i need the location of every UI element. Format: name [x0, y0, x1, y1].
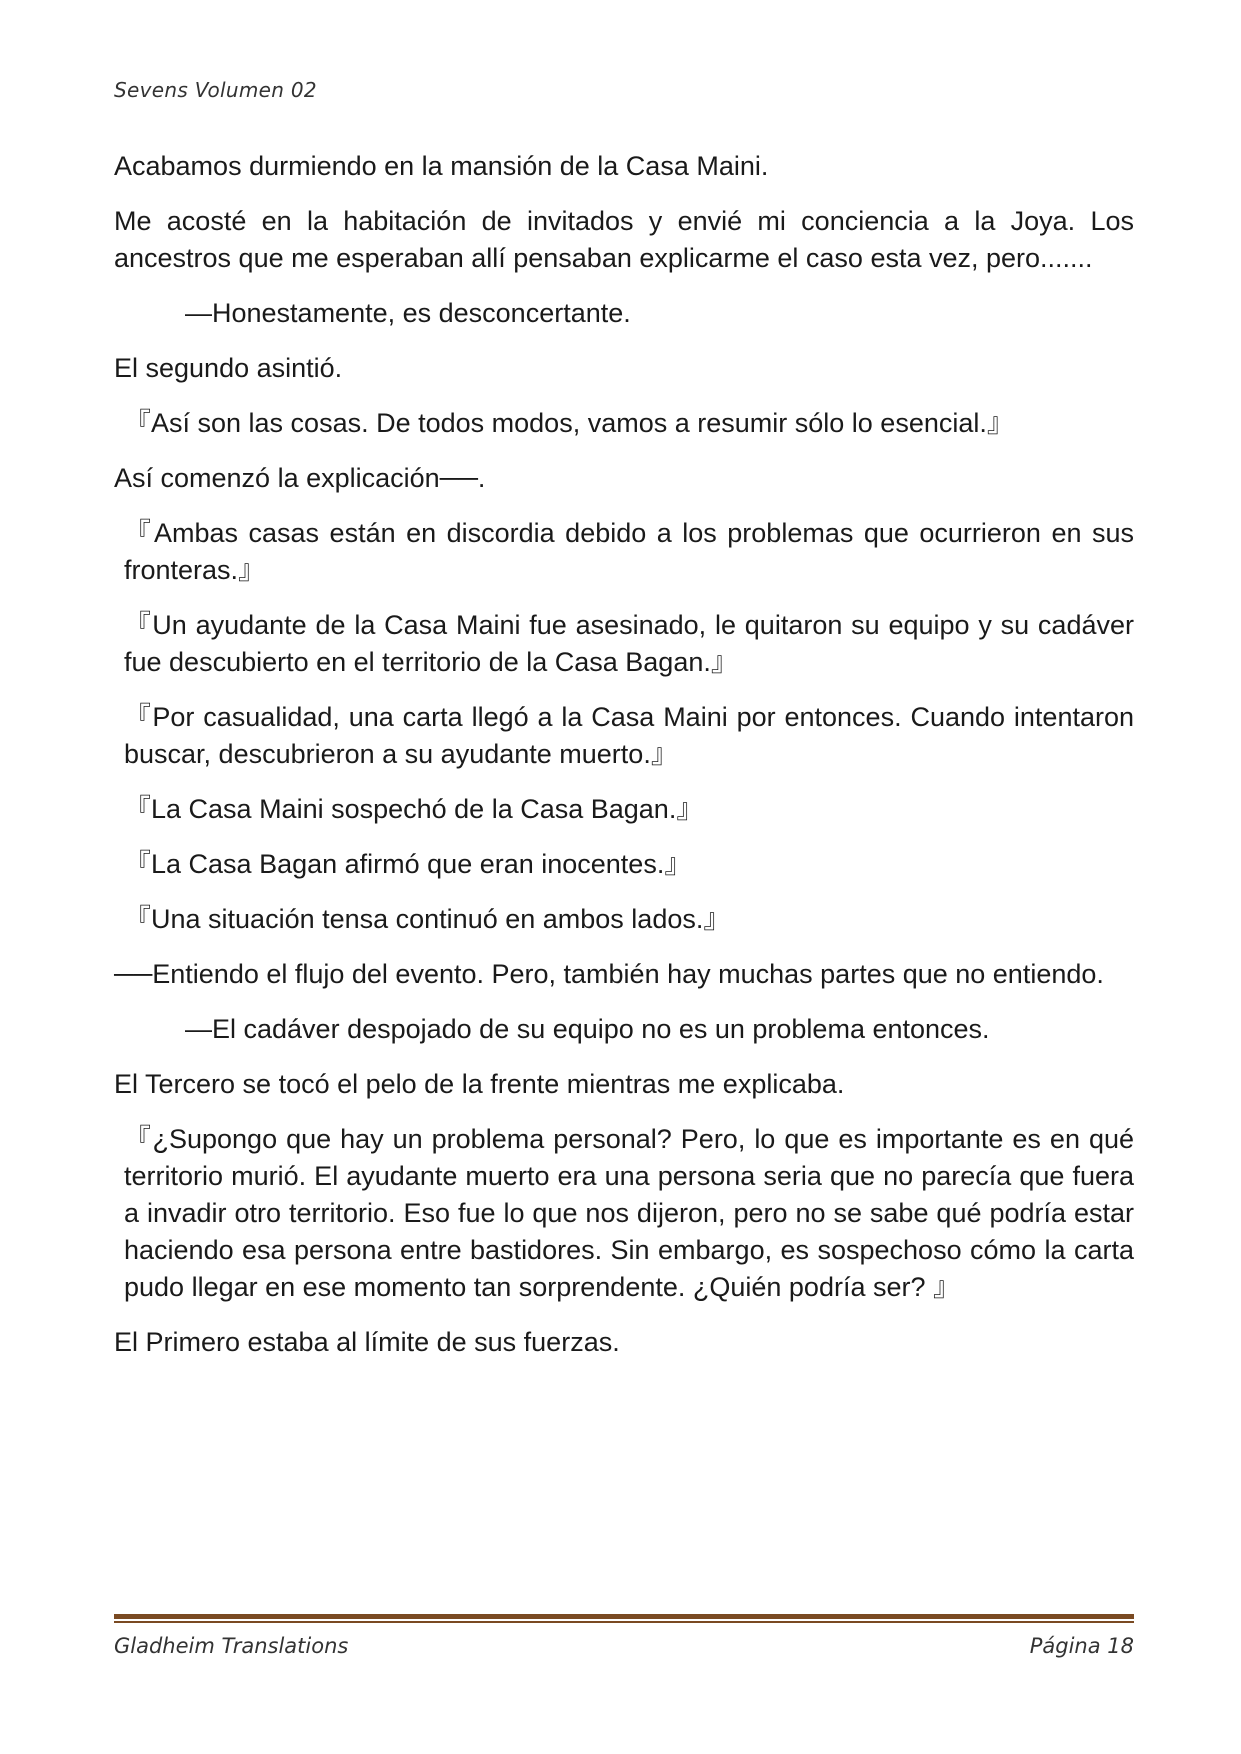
- paragraph: Me acosté en la habitación de invitados y envié mi conciencia a la Joya. Los ancestros que me esperaban allí pensaban explicarme el caso esta vez, pero.......: [114, 206, 1134, 273]
- footer-translator: Gladheim Translations: [114, 1634, 349, 1658]
- page-number: Página 18: [1029, 1634, 1134, 1658]
- running-header: Sevens Volumen 02: [114, 78, 317, 102]
- paragraph: El Tercero se tocó el pelo de la frente mientras me explicaba.: [114, 1069, 845, 1099]
- paragraph: El segundo asintió.: [114, 353, 343, 383]
- paragraph: Acabamos durmiendo en la mansión de la Casa Maini.: [114, 151, 769, 181]
- footer-divider: [114, 1614, 1134, 1623]
- paragraph-bracketed: 『La Casa Maini sospechó de la Casa Bagan.』: [124, 794, 704, 824]
- page-body: [114, 148, 1134, 1379]
- paragraph: Así comenzó la explicación──.: [114, 463, 486, 493]
- paragraph-bracketed: 『Así son las cosas. De todos modos, vamos a resumir sólo lo esencial.』: [124, 408, 1014, 438]
- paragraph-dialogue: —Honestamente, es desconcertante.: [185, 298, 631, 328]
- paragraph-bracketed: 『Ambas casas están en discordia debido a los problemas que ocurrieron en sus fronteras.』: [124, 518, 1134, 585]
- paragraph: ──Entiendo el flujo del evento. Pero, también hay muchas partes que no entiendo.: [114, 959, 1104, 989]
- paragraph-bracketed: 『¿Supongo que hay un problema personal? Pero, lo que es importante es en qué territorio murió. El ayudante muerto era una persona seria que no parecía que fuera a invadir otro territorio. Eso fue lo que nos dijeron, pero no se sabe qué podría estar haciendo esa persona entre bastidores. Sin embargo, es sospechoso cómo la carta pudo llegar en ese momento tan sorprendente. ¿Quién podría ser? 』: [124, 1124, 1134, 1302]
- paragraph-bracketed: 『Un ayudante de la Casa Maini fue asesinado, le quitaron su equipo y su cadáver fue descubierto en el territorio de la Casa Bagan.』: [124, 610, 1134, 677]
- paragraph-bracketed: 『Una situación tensa continuó en ambos lados.』: [124, 904, 731, 934]
- paragraph: El Primero estaba al límite de sus fuerzas.: [114, 1327, 620, 1357]
- paragraph-bracketed: 『La Casa Bagan afirmó que eran inocentes.』: [124, 849, 692, 879]
- paragraph-bracketed: 『Por casualidad, una carta llegó a la Casa Maini por entonces. Cuando intentaron buscar, descubrieron a su ayudante muerto.』: [124, 702, 1134, 769]
- paragraph-dialogue: —El cadáver despojado de su equipo no es un problema entonces.: [185, 1014, 990, 1044]
